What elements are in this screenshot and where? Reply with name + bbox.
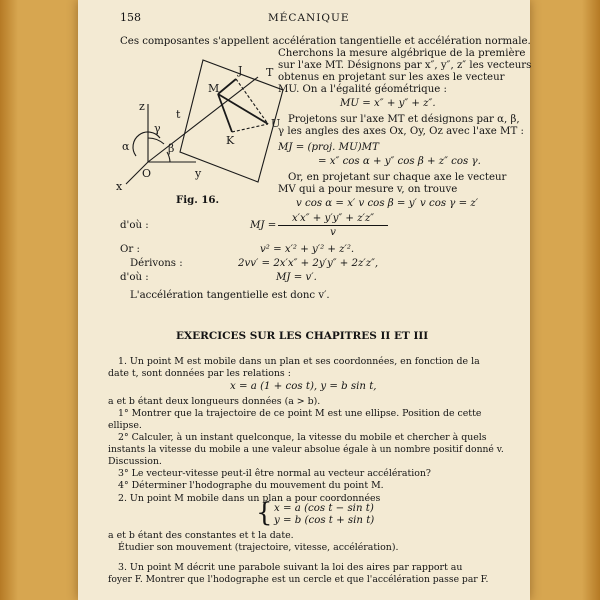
gamma-arc <box>148 138 164 144</box>
equation-derivative: 2vv′ = 2x′x″ + 2y′y″ + 2z′z″, <box>238 258 379 269</box>
para1-line4: obtenus en projetant sur les axes le vecteur <box>278 72 505 83</box>
book-page <box>78 0 530 600</box>
para3-line2: MV qui a pour mesure v, on trouve <box>278 184 458 195</box>
label-m: M <box>208 82 220 95</box>
label-k: K <box>226 134 235 147</box>
equation-mj-1: MJ = (proj. MU)MT <box>278 142 379 153</box>
dou-label-2: d'où : <box>120 272 149 283</box>
equation-mu: MU = x″ + y″ + z″. <box>340 98 436 109</box>
vector-MK <box>218 94 232 132</box>
label-z: z <box>139 100 145 113</box>
ex1-line5: ellipse. <box>108 420 142 431</box>
figure-16 <box>108 52 298 194</box>
projection-J <box>236 79 268 124</box>
ex1-equation: x = a (1 + cos t), y = b sin t, <box>230 381 377 392</box>
label-t: t <box>176 108 181 121</box>
vector-MU <box>218 94 268 124</box>
fraction-numerator: x′x″ + y′y″ + z′z″ <box>278 213 388 226</box>
label-u: U <box>271 117 281 130</box>
ex1-line2: date t, sont données par les relations : <box>108 368 291 379</box>
projection-K <box>232 124 268 132</box>
conclusion: L'accélération tangentielle est donc v′. <box>130 290 330 301</box>
label-y: y <box>195 167 202 180</box>
ex1-line7: instants la vitesse du mobile a une valeur absolue égale à un nombre positif donné v. <box>108 444 504 455</box>
ex3-line1: 3. Un point M décrit une parabole suivant la loi des aires par rapport au <box>118 562 463 573</box>
para2-line2: γ les angles des axes Ox, Oy, Oz avec l'axe MT : <box>278 126 524 137</box>
derivons-label: Dérivons : <box>130 258 183 269</box>
label-t-axis: T <box>266 66 274 79</box>
label-j: J <box>238 64 243 77</box>
label-o: O <box>142 167 152 180</box>
alpha-arc <box>133 132 160 156</box>
equation-mj-lhs: MJ = <box>250 220 277 231</box>
equation-mj-2: = x″ cos α + y″ cos β + z″ cos γ. <box>318 156 481 167</box>
ex1-line4: 1° Montrer que la trajectoire de ce point M est une ellipse. Position de cette <box>118 408 482 419</box>
para1-line2: Cherchons la mesure algébrique de la première <box>278 48 526 59</box>
ex3-line2: foyer F. Montrer que l'hodographe est un cercle et que l'accélération passe par F. <box>108 574 489 585</box>
ex1-line10: 4° Déterminer l'hodographe du mouvement du point M. <box>118 480 384 491</box>
ex1-line8: Discussion. <box>108 456 162 467</box>
ex2-line2: a et b étant des constantes et t la date. <box>108 530 294 541</box>
para3-line1: Or, en projetant sur chaque axe le vecteur <box>288 172 507 183</box>
ex2-equation-x: x = a (cos t − sin t) <box>274 503 374 514</box>
para2-line1: Projetons sur l'axe MT et désignons par α, β, <box>288 114 520 125</box>
ex1-line9: 3° Le vecteur-vitesse peut-il être normal au vecteur accélération? <box>118 468 431 479</box>
ex2-line1: 2. Un point M mobile dans un plan a pour coordonnées <box>118 493 381 504</box>
para1-line1: Ces composantes s'appellent accélération tangentielle et accélération normale. <box>120 36 531 47</box>
fraction-denominator: v <box>330 227 336 238</box>
vector-MJ <box>218 79 236 94</box>
exercises-heading: EXERCICES SUR LES CHAPITRES II ET III <box>176 330 429 342</box>
or-label: Or : <box>120 244 140 255</box>
ex2-equation-y: y = b (cos t + sin t) <box>274 515 375 526</box>
tangent-line <box>148 77 258 162</box>
equation-velocity-components: v cos α = x′ v cos β = y′ v cos γ = z′ <box>296 198 479 209</box>
running-title: MÉCANIQUE <box>268 12 350 24</box>
equation-mj-result: MJ = v′. <box>276 272 317 283</box>
para1-line5: MU. On a l'égalité géométrique : <box>278 84 447 95</box>
ex1-line3: a et b étant deux longueurs données (a > b). <box>108 396 321 407</box>
label-alpha: α <box>122 140 130 153</box>
dou-label-1: d'où : <box>120 220 149 231</box>
ex2-line3: Étudier son mouvement (trajectoire, vitesse, accélération). <box>118 542 399 553</box>
page-number: 158 <box>120 11 141 24</box>
ex1-line1: 1. Un point M est mobile dans un plan et ses coordonnées, en fonction de la <box>118 356 480 367</box>
para1-line3: sur l'axe MT. Désignons par x″, y″, z″ les vecteurs <box>278 60 532 71</box>
ex1-line6: 2° Calculer, à un instant quelconque, la vitesse du mobile et chercher à quels <box>118 432 487 443</box>
label-x: x <box>116 180 123 193</box>
label-beta: β <box>168 142 175 155</box>
equation-v-squared: v² = x′² + y′² + z′². <box>260 244 355 255</box>
figure-caption: Fig. 16. <box>176 194 220 206</box>
ex2-brace: { <box>256 498 273 528</box>
label-gamma: γ <box>154 122 161 135</box>
